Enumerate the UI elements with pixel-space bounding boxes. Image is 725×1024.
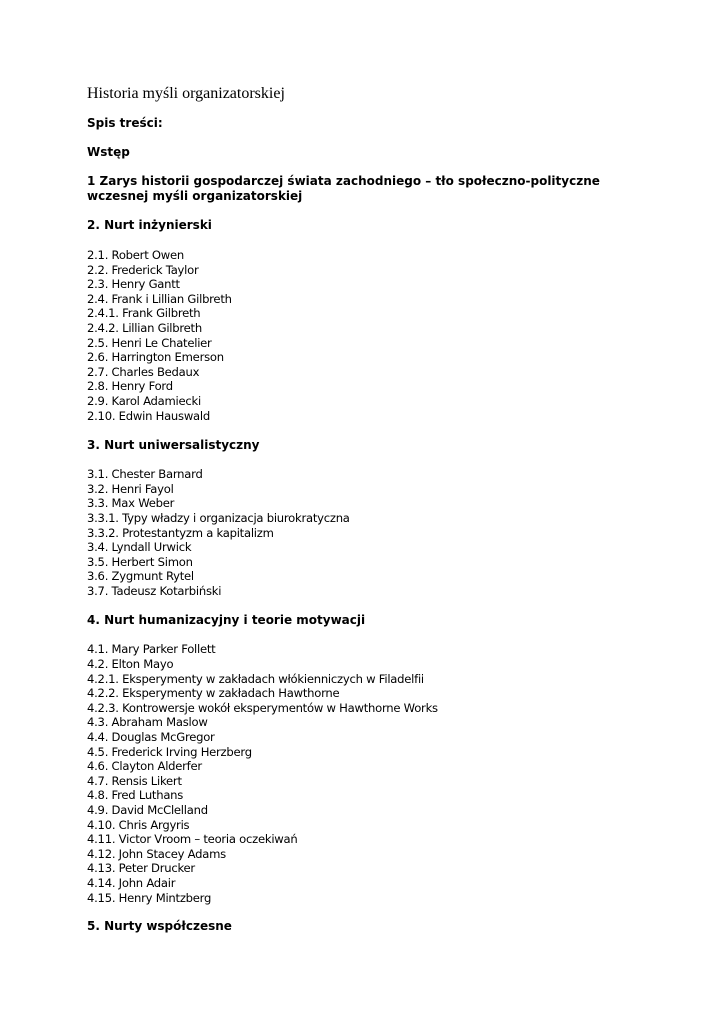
toc-item: 4.1. Mary Parker Follett xyxy=(87,642,216,657)
toc-section-3-heading: 3. Nurt uniwersalistyczny xyxy=(87,438,260,453)
toc-item: 4.11. Victor Vroom – teoria oczekiwań xyxy=(87,832,298,847)
toc-item: 2.4.2. Lillian Gilbreth xyxy=(87,320,202,335)
toc-item: 2.10. Edwin Hauswald xyxy=(87,408,210,423)
toc-item: 2.9. Karol Adamiecki xyxy=(87,393,201,408)
toc-item: 2.8. Henry Ford xyxy=(87,379,173,394)
toc-item: 2.4.1. Frank Gilbreth xyxy=(87,306,201,321)
toc-section-2-heading: 2. Nurt inżynierski xyxy=(87,218,212,232)
toc-item: 4.15. Henry Mintzberg xyxy=(87,890,212,905)
toc-item: 4.2.1. Eksperymenty w zakładach włókienniczych w Filadelfii xyxy=(87,671,424,686)
toc-item: 4.8. Fred Luthans xyxy=(87,788,184,803)
document-page xyxy=(87,84,647,934)
toc-item: 4.6. Clayton Alderfer xyxy=(87,759,202,774)
toc-item: 3.3.1. Typy władzy i organizacja biurokratyczna xyxy=(87,510,350,525)
toc-label: Spis treści: xyxy=(87,116,163,130)
toc-intro: Wstęp xyxy=(87,145,130,159)
toc-item: 4.9. David McClelland xyxy=(87,803,208,817)
toc-item: 4.13. Peter Drucker xyxy=(87,861,195,876)
toc-item: 3.3.2. Protestantyzm a kapitalizm xyxy=(87,525,274,540)
toc-item: 2.4. Frank i Lillian Gilbreth xyxy=(87,291,232,306)
toc-item: 2.2. Frederick Taylor xyxy=(87,262,199,277)
toc-item: 2.6. Harrington Emerson xyxy=(87,350,224,365)
toc-item: 4.2. Elton Mayo xyxy=(87,657,174,672)
toc-section-5-heading: 5. Nurty współczesne xyxy=(87,919,232,934)
toc-section-3-list xyxy=(87,467,647,598)
toc-item: 4.7. Rensis Likert xyxy=(87,773,182,788)
toc-item: 2.5. Henri Le Chatelier xyxy=(87,335,212,350)
toc-item: 4.3. Abraham Maslow xyxy=(87,715,208,730)
toc-item: 4.12. John Stacey Adams xyxy=(87,846,226,861)
toc-item: 3.3. Max Weber xyxy=(87,496,175,511)
toc-item: 4.2.3. Kontrowersje wokół eksperymentów w Hawthorne Works xyxy=(87,700,438,715)
toc-section-4-list xyxy=(87,642,647,905)
toc-item: 2.1. Robert Owen xyxy=(87,248,185,262)
toc-section-4-heading: 4. Nurt humanizacyjny i teorie motywacji xyxy=(87,613,366,628)
toc-item: 4.5. Frederick Irving Herzberg xyxy=(87,744,252,759)
toc-item: 3.6. Zygmunt Rytel xyxy=(87,569,194,584)
toc-item: 4.14. John Adair xyxy=(87,875,176,890)
toc-item: 3.5. Herbert Simon xyxy=(87,554,193,569)
toc-item: 2.7. Charles Bedaux xyxy=(87,364,200,379)
toc-item: 3.4. Lyndall Urwick xyxy=(87,540,192,555)
toc-item: 4.4. Douglas McGregor xyxy=(87,730,215,745)
toc-item: 3.7. Tadeusz Kotarbiński xyxy=(87,583,222,598)
toc-section-2-list xyxy=(87,248,647,423)
toc-section-1: 1 Zarys historii gospodarczej świata zachodniego – tło społeczno-polityczne wczesnej myśli organizatorskiej xyxy=(87,174,600,203)
toc-item: 3.2. Henri Fayol xyxy=(87,481,174,496)
toc-item: 3.1. Chester Barnard xyxy=(87,467,203,482)
toc-item: 4.2.2. Eksperymenty w zakładach Hawthorne xyxy=(87,686,340,701)
document-title: Historia myśli organizatorskiej xyxy=(87,85,285,102)
toc-item: 4.10. Chris Argyris xyxy=(87,817,190,832)
toc-item: 2.3. Henry Gantt xyxy=(87,277,180,292)
